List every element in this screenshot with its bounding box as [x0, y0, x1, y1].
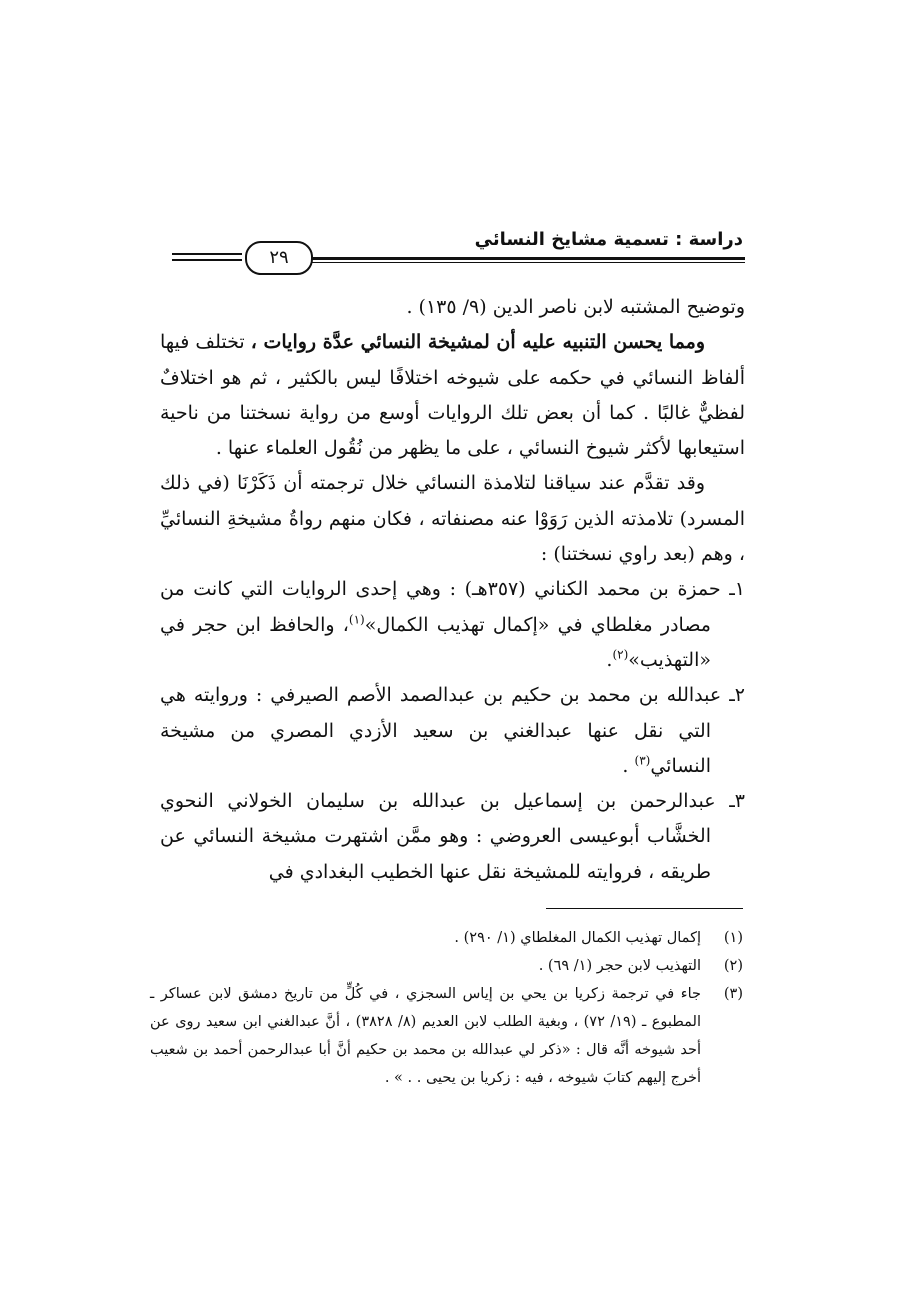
footnotes	[150, 924, 743, 1092]
footnote-text: إكمال تهذيب الكمال المغلطاي (١/ ٢٩٠) .	[454, 930, 701, 946]
list-item-3: ٣ـ عبدالرحمن بن إسماعيل بن عبدالله بن سليمان الخولاني النحوي الخشَّاب أبوعيسى العروضي : وهو ممَّن اشتهرت مشيخة النسائي عن طريقه ، فروايته للمشيخة نقل عنها الخطيب البغدادي في	[160, 790, 745, 883]
paragraph-2	[160, 325, 745, 466]
footnote-ref-1[interactable]: (١)	[348, 612, 365, 627]
paragraph-3: وقد تقدَّم عند سياقنا لتلامذة النسائي خلال ترجمته أن ذَكَرْنَا (في ذلك المسرد) تلامذته الذين رَوَوْا عنه مصنفاته ، فكان منهم رواةُ مشيخةِ النسائيِّ ، وهم (بعد راوي نسختنا) :	[160, 472, 745, 566]
footnote-ref-2[interactable]: (٢)	[612, 647, 629, 662]
paragraph-2-bold: ومما يحسن التنبيه عليه أن لمشيخة النسائي عدَّة روايات ،	[250, 331, 706, 354]
page-number: ٢٩	[245, 241, 313, 275]
footnote-separator	[546, 908, 743, 909]
list-item-2-text-b: .	[622, 754, 635, 777]
header-rule-thin	[312, 262, 745, 263]
header-rule-left	[172, 253, 242, 255]
list-item-1-text-c: .	[606, 648, 613, 671]
footnote-ref-3[interactable]: (٣)	[634, 753, 651, 768]
paragraph-2-rest: تختلف فيها ألفاظ النسائي في حكمه على شيوخه اختلافًا ليس بالكثير ، ثم هو اختلافٌ لفظيٌّ غالبًا . كما أن بعض تلك الروايات أوسع من رواية نسختنا من ناحية استيعابها لأكثر شيوخ النسائي ، على ما يظهر من نُقُول العلماء عنها .	[160, 331, 745, 460]
footnote-number: (١)	[723, 930, 743, 946]
paragraph-1: وتوضيح المشتبه لابن ناصر الدين (٩/ ١٣٥) .	[406, 296, 745, 318]
main-text	[160, 290, 745, 890]
list-item-2	[160, 678, 745, 784]
footnote-3	[150, 980, 743, 1092]
footnote-1	[150, 924, 743, 952]
list-item-1	[160, 572, 745, 678]
header-rule	[312, 257, 745, 260]
footnote-text: جاء في ترجمة زكريا بن يحي بن إياس السجزي ، في كُلٍّ من تاريخ دمشق لابن عساكر ـ المطبوع ـ (١٩/ ٧٢) ، وبغية الطلب لابن العديم (٨/ ٣٨٢٨) ، أنَّ عبدالغني ابن سعيد روى عن أحد شيوخه أنَّه قال : «ذكر لي عبدالله بن محمد بن حكيم أنَّ أبا عبدالرحمن أحمد بن شعيب أخرج إليهم كتابَ شيوخه ، فيه : زكريا بن يحيى . . » .	[150, 986, 701, 1086]
list-item-1-text-b: ، والحافظ ابن حجر في «التهذيب»	[160, 613, 711, 671]
footnote-2	[150, 952, 743, 980]
list-item-2-text-a: ٢ـ عبدالله بن محمد بن حكيم بن عبدالصمد الأصم الصيرفي : وروايته هي التي نقل عنها عبدالغني بن سعيد الأزدي المصري من مشيخة النسائي	[160, 684, 745, 777]
footnote-text: التهذيب لابن حجر (١/ ٦٩) .	[538, 958, 701, 974]
footnote-number: (٢)	[723, 958, 743, 974]
header-rule-left-lower	[172, 259, 242, 261]
footnote-number: (٣)	[723, 986, 743, 1002]
list-item-1-text-a: ١ـ حمزة بن محمد الكناني (٣٥٧هـ) : وهي إحدى الروايات التي كانت من مصادر مغلطاي في «إكمال تهذيب الكمال»	[160, 578, 746, 636]
running-header-title: دراسة : تسمية مشايخ النسائي	[474, 229, 743, 250]
